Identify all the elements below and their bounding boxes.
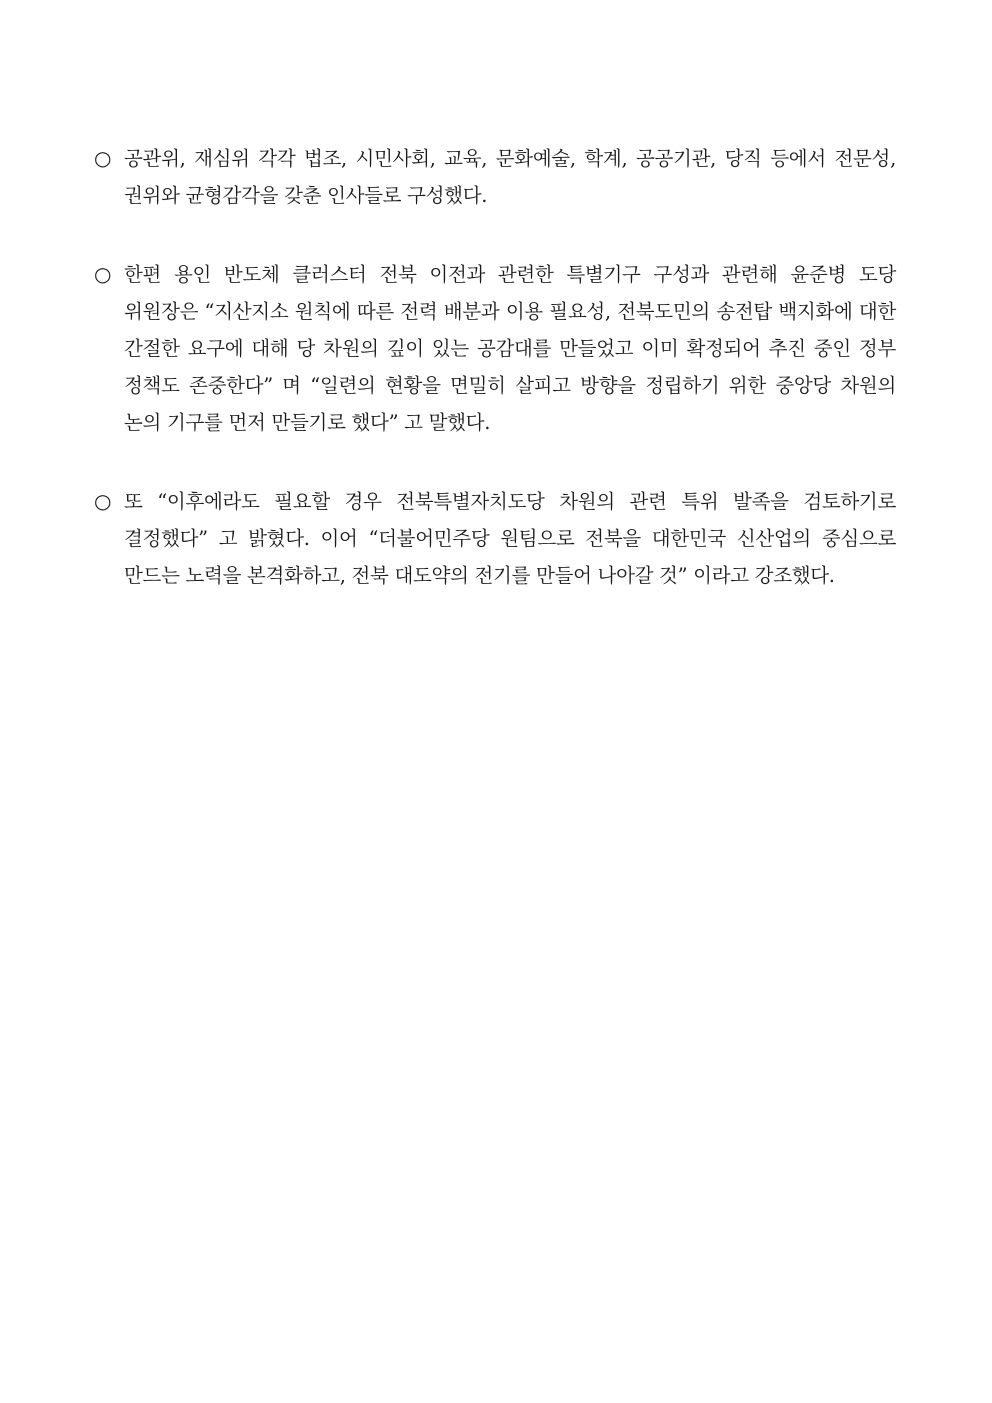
paragraph-2 — [94, 256, 896, 441]
paragraph-2-text: 한편 용인 반도체 클러스터 전북 이전과 관련한 특별기구 구성과 관련해 윤준병 도당 위원장은 “지산지소 원칙에 따른 전력 배분과 이용 필요성, 전북도민의 송전탑 백지화에 대한 간절한 요구에 대해 당 차원의 깊이 있는 공감대를 만들었고 이미 확정되어 추진 중인 정부 정책도 존중한다” 며 “일련의 현황을 면밀히 살피고 방향을 정립하기 위한 중앙당 차원의 논의 기구를 먼저 만들기로 했다” 고 말했다. — [124, 263, 896, 434]
paragraph-1 — [94, 140, 896, 214]
circle-bullet-icon: ○ — [94, 146, 112, 170]
document-body — [94, 140, 896, 636]
paragraph-3-text: 또 “이후에라도 필요할 경우 전북특별자치도당 차원의 관련 특위 발족을 검토하기로 결정했다” 고 밝혔다. 이어 “더불어민주당 원팀으로 전북을 대한민국 신산업의 중심으로 만드는 노력을 본격화하고, 전북 대도약의 전기를 만들어 나아갈 것” 이라고 강조했다. — [124, 490, 896, 587]
circle-bullet-icon: ○ — [94, 262, 112, 286]
paragraph-1-text: 공관위, 재심위 각각 법조, 시민사회, 교육, 문화예술, 학계, 공공기관, 당직 등에서 전문성, 권위와 균형감각을 갖춘 인사들로 구성했다. — [124, 147, 896, 207]
circle-bullet-icon: ○ — [94, 489, 112, 513]
paragraph-3 — [94, 483, 896, 594]
